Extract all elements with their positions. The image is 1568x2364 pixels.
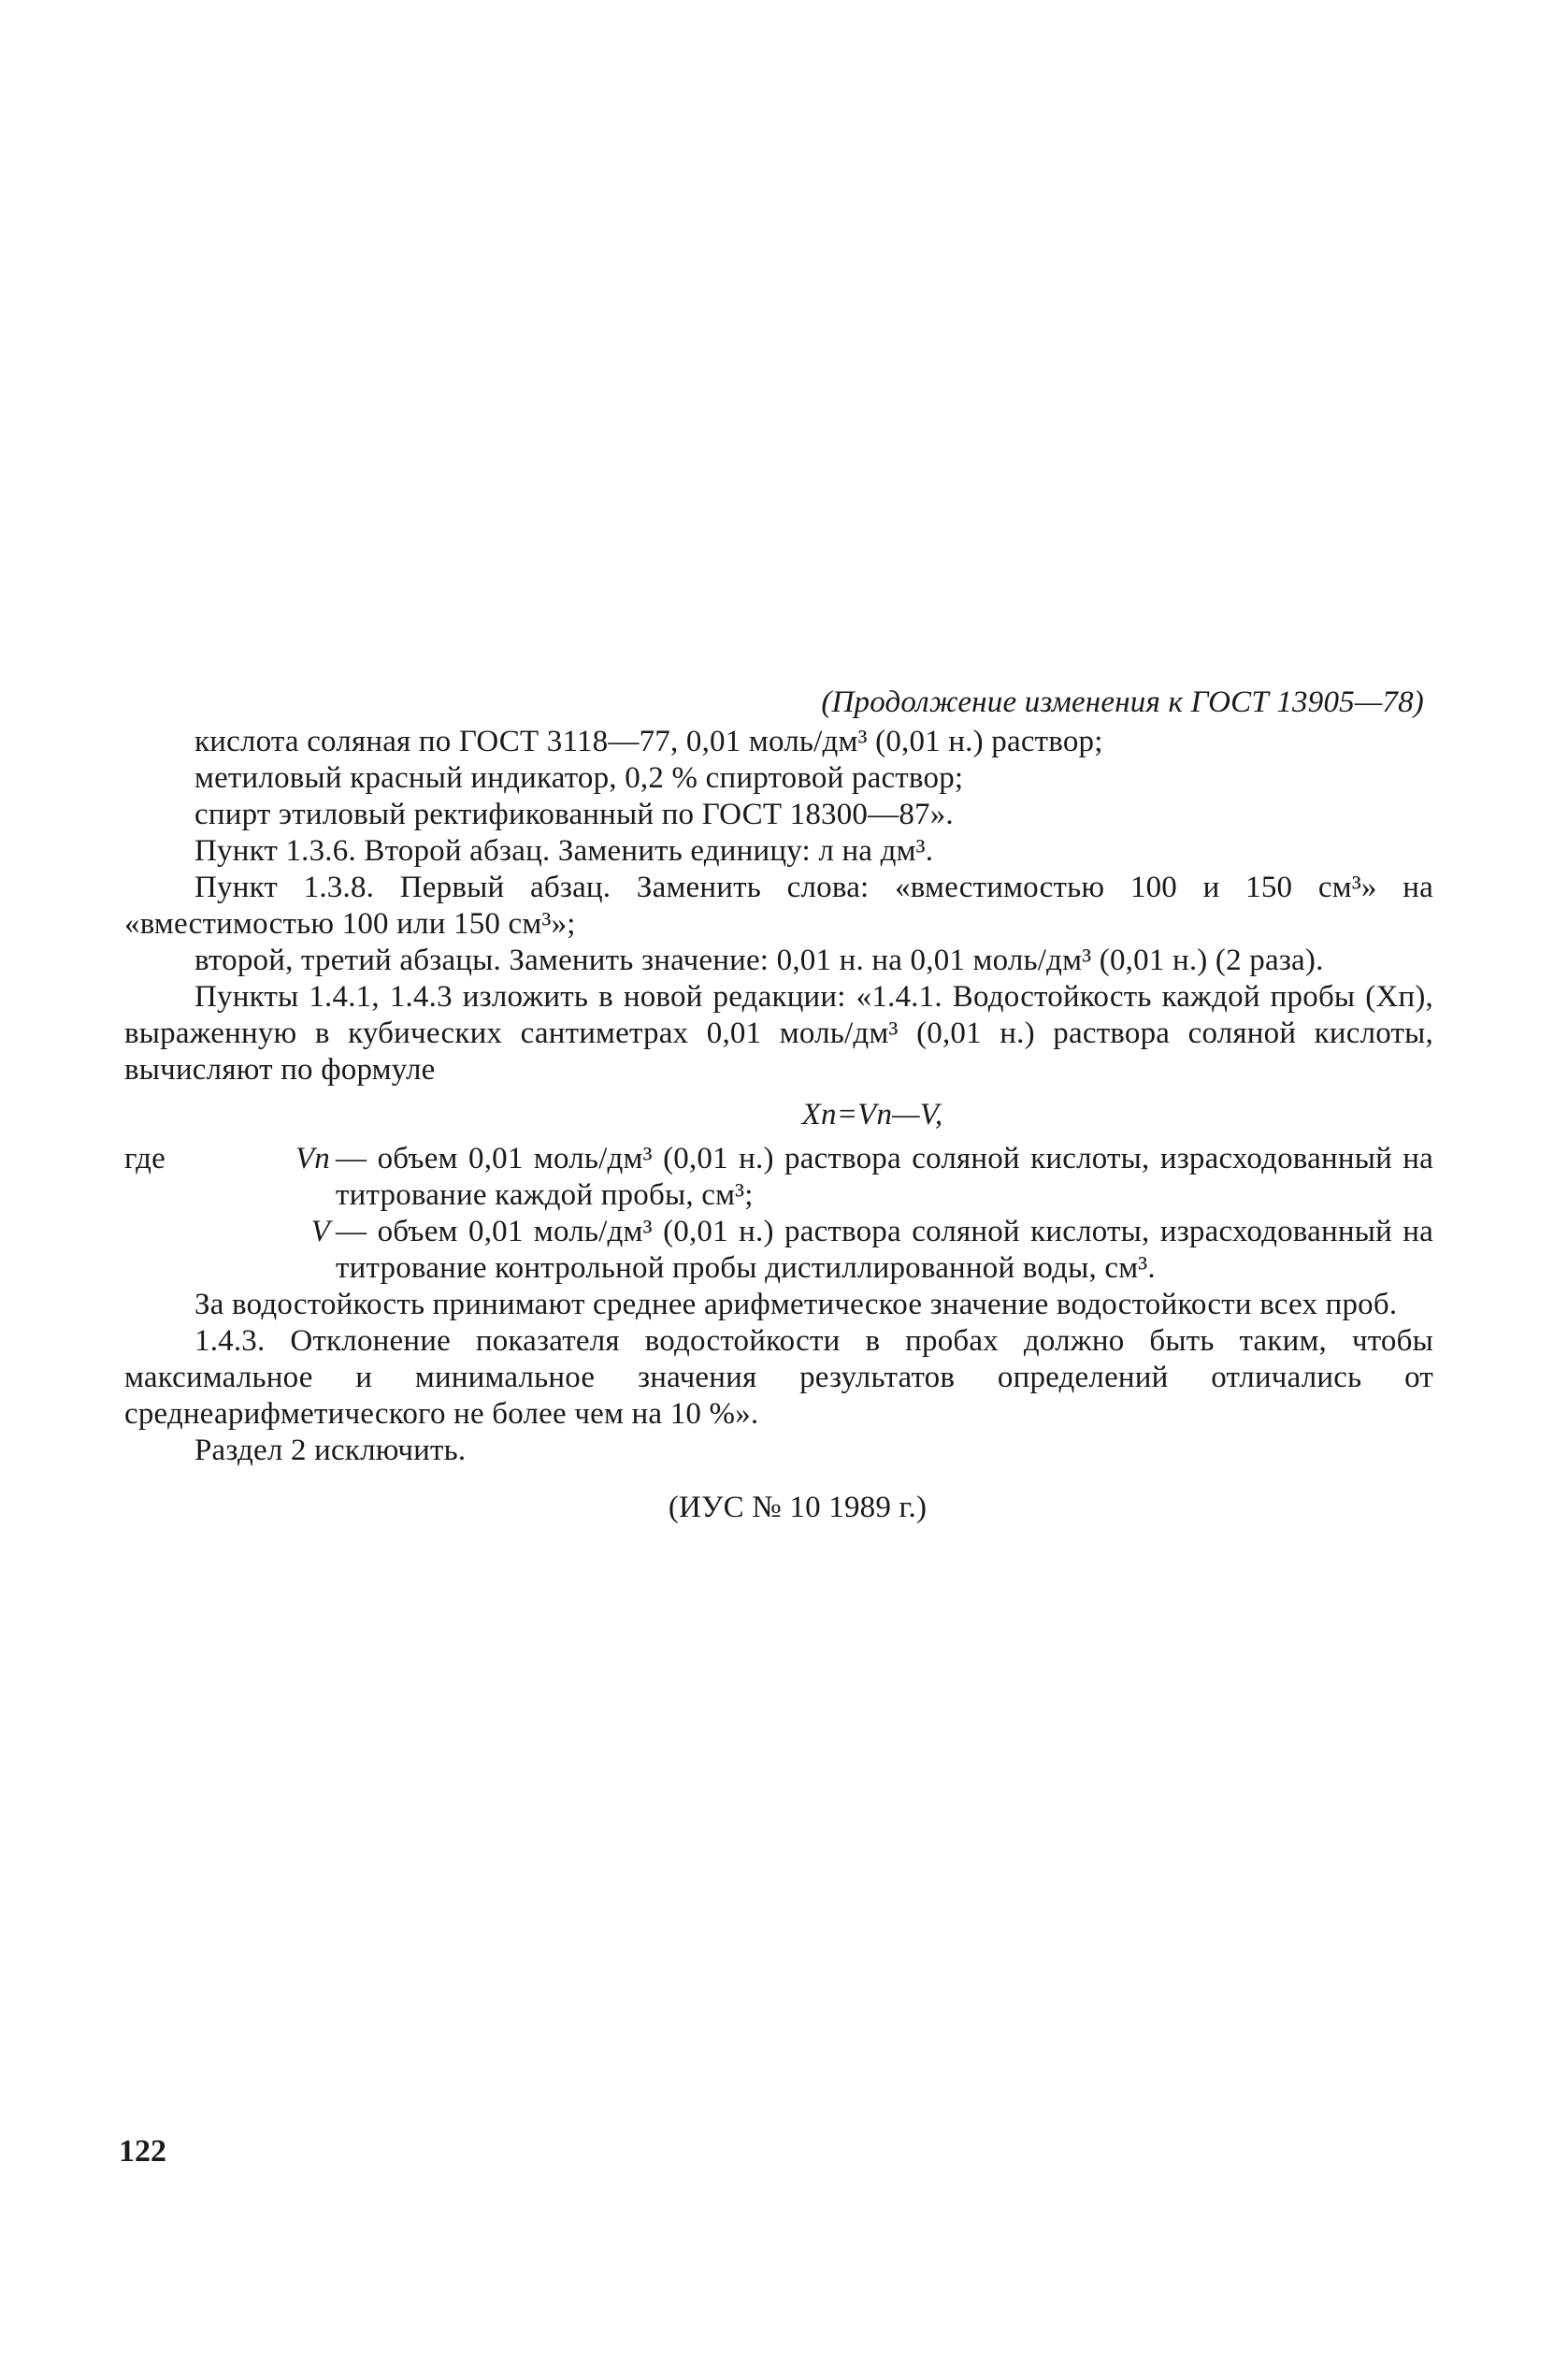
paragraph: Раздел 2 исключить. bbox=[194, 1434, 467, 1467]
formula: Xп=Vп—V, bbox=[801, 1098, 943, 1132]
paragraph: Пункт 1.3.8. Первый абзац. Заменить слова: «вместимостью 100 и 150 см³» на «вместимостью 100 или 150 см³»; bbox=[124, 871, 1433, 941]
where-label-spacer bbox=[124, 1214, 265, 1287]
document-body bbox=[124, 681, 1433, 1526]
source-reference: (ИУС № 10 1989 г.) bbox=[668, 1491, 928, 1524]
paragraph: метиловый красный индикатор, 0,2 % спиртовой раствор; bbox=[194, 761, 964, 795]
paragraph: 1.4.3. Отклонение показателя водостойкости в пробах должно быть таким, чтобы максимальное и минимальное значения результатов определений отличались от среднеарифметического не более чем на 10 %». bbox=[124, 1324, 1433, 1431]
where-definition: — объем 0,01 моль/дм³ (0,01 н.) раствора соляной кислоты, израсходованный на титрование каждой пробы, см³; bbox=[336, 1142, 1433, 1212]
where-item bbox=[124, 1214, 1433, 1287]
paragraph: Пункты 1.4.1, 1.4.3 изложить в новой редакции: «1.4.1. Водостойкость каждой пробы (Xп), выраженную в кубических сантиметрах 0,01 моль/дм³ (0,01 н.) раствора соляной кислоты, вычисляют по формуле bbox=[124, 980, 1433, 1087]
paragraph: За водостойкость принимают среднее арифметическое значение водостойкости всех проб. bbox=[194, 1288, 1398, 1321]
continuation-header: (Продолжение изменения к ГОСТ 13905—78) bbox=[821, 685, 1424, 719]
where-definition: — объем 0,01 моль/дм³ (0,01 н.) раствора соляной кислоты, израсходованный на титрование контрольной пробы дистиллированной воды, см³. bbox=[336, 1215, 1433, 1285]
paragraph: второй, третий абзацы. Заменить значение: 0,01 н. на 0,01 моль/дм³ (0,01 н.) (2 раза). bbox=[194, 944, 1324, 977]
paragraph: Пункт 1.3.6. Второй абзац. Заменить единицу: л на дм³. bbox=[194, 834, 934, 868]
where-label: где bbox=[124, 1142, 165, 1175]
where-symbol: Vп bbox=[295, 1142, 330, 1175]
where-symbol: V bbox=[310, 1215, 330, 1248]
page-number: 122 bbox=[119, 2134, 166, 2169]
paragraph: спирт этиловый ректификованный по ГОСТ 18300—87». bbox=[194, 798, 954, 831]
where-item bbox=[124, 1141, 1433, 1214]
paragraph: кислота соляная по ГОСТ 3118—77, 0,01 моль/дм³ (0,01 н.) раствор; bbox=[194, 725, 1103, 758]
